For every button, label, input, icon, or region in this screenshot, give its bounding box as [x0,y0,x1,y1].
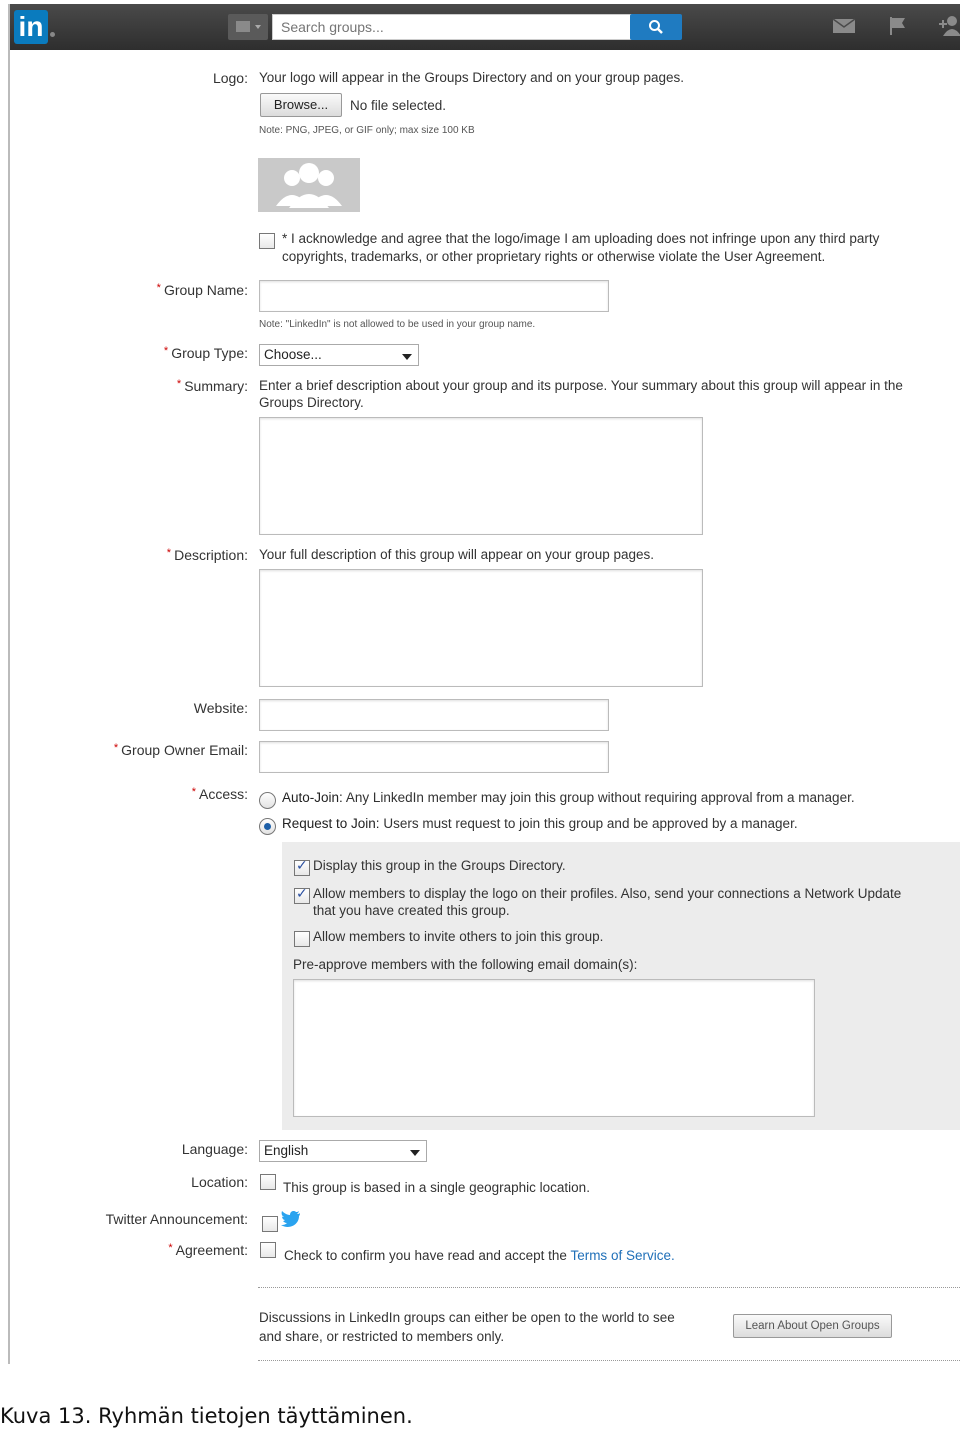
language-label: Language: [181,1141,248,1157]
request-to-join-text: Users must request to join this group and be approved by a manager. [383,816,798,831]
chevron-down-icon [410,1150,420,1156]
display-in-directory-text: Display this group in the Groups Directory. [313,858,566,873]
search-category-dropdown[interactable] [228,14,268,40]
description-label: * Description: [166,547,248,563]
linkedin-logo[interactable]: in [14,10,48,44]
allow-logo-text-line1: Allow members to display the logo on their profiles. Also, send your connections a Network Update [313,886,902,901]
footer-divider-bottom [258,1360,960,1361]
twitter-bird-icon [281,1211,301,1227]
language-value: English [264,1143,309,1158]
group-type-value: Choose... [264,347,322,362]
open-groups-info-line1: Discussions in LinkedIn groups can either be open to the world to see [259,1310,675,1325]
linkedin-window [8,4,960,1364]
owner-email-label: * Group Owner Email: [113,742,248,758]
allow-invite-checkbox[interactable] [294,931,310,947]
logo-file-note: Note: PNG, JPEG, or GIF only; max size 100 KB [259,125,475,136]
access-label: * Access: [191,786,248,802]
logo-label: Logo: [212,70,248,86]
location-checkbox[interactable] [260,1174,276,1190]
twitter-label: Twitter Announcement: [105,1211,248,1227]
acknowledge-text-line2: copyrights, trademarks, or other proprietary rights or otherwise violate the User Agreement. [282,249,826,264]
group-type-label: * Group Type: [163,345,248,361]
summary-help-line2: Groups Directory. [259,395,364,410]
group-name-input[interactable] [259,280,609,312]
summary-label: * Summary: [176,378,248,394]
display-in-directory-checkbox[interactable] [294,860,310,876]
messages-icon[interactable] [832,18,856,34]
group-logo-placeholder [258,158,360,212]
agreement-text: Check to confirm you have read and accept the Terms of Service. [284,1248,675,1263]
agreement-label: * Agreement: [168,1242,248,1258]
acknowledge-checkbox[interactable] [259,233,275,249]
location-label: Location: [191,1174,248,1190]
top-navigation-bar [10,4,960,50]
add-connection-icon[interactable] [938,14,960,38]
description-textarea[interactable] [259,569,703,687]
file-status: No file selected. [350,98,447,113]
website-label: Website: [193,700,248,716]
allow-invite-text: Allow members to invite others to join this group. [313,929,604,944]
figure-caption: Kuva 13. Ryhmän tietojen täyttäminen. [0,1404,413,1428]
allow-logo-checkbox[interactable] [294,888,310,904]
preapprove-domains-textarea[interactable] [293,979,815,1117]
logo-description: Your logo will appear in the Groups Directory and on your group pages. [259,70,685,85]
location-text: This group is based in a single geographic location. [283,1180,590,1195]
chevron-down-icon [402,354,412,360]
groups-icon [236,21,250,32]
logo-trademark-dot [50,32,55,37]
auto-join-text: Any LinkedIn member may join this group without requiring approval from a manager. [345,790,855,805]
auto-join-option [282,790,855,805]
terms-of-service-link[interactable]: Terms of Service. [570,1248,675,1263]
summary-help-line1: Enter a brief description about your group and its purpose. Your summary about this group will appear in the [259,378,903,393]
website-input[interactable] [259,699,609,731]
chevron-down-icon [255,25,261,29]
language-select[interactable] [259,1140,427,1162]
auto-join-radio[interactable] [259,792,276,809]
group-type-select[interactable] [259,344,419,366]
open-groups-info-line2: and share, or restricted to members only. [259,1329,505,1344]
request-to-join-radio[interactable] [259,818,276,835]
search-icon [648,19,664,35]
flag-icon[interactable] [888,16,908,36]
summary-textarea[interactable] [259,417,703,535]
request-to-join-title: Request to Join: [282,816,380,831]
footer-divider-top [258,1287,960,1288]
group-name-note: Note: "LinkedIn" is not allowed to be used in your group name. [259,319,536,330]
description-help: Your full description of this group will appear on your group pages. [259,547,654,562]
browse-button[interactable]: Browse... [260,93,342,117]
request-to-join-option [282,816,798,831]
twitter-checkbox[interactable] [262,1216,278,1232]
agreement-checkbox[interactable] [260,1242,276,1258]
auto-join-title: Auto-Join: [282,790,343,805]
search-input[interactable] [272,14,644,40]
allow-logo-text-line2: that you have created this group. [313,903,510,918]
group-name-label: * Group Name: [156,282,248,298]
learn-about-open-groups-button[interactable]: Learn About Open Groups [733,1314,892,1338]
owner-email-input[interactable] [259,741,609,773]
search-button[interactable] [630,14,682,40]
preapprove-label: Pre-approve members with the following email domain(s): [293,957,638,972]
acknowledge-text-line1: * I acknowledge and agree that the logo/image I am uploading does not infringe upon any third party [282,231,880,246]
group-people-icon [258,158,360,212]
